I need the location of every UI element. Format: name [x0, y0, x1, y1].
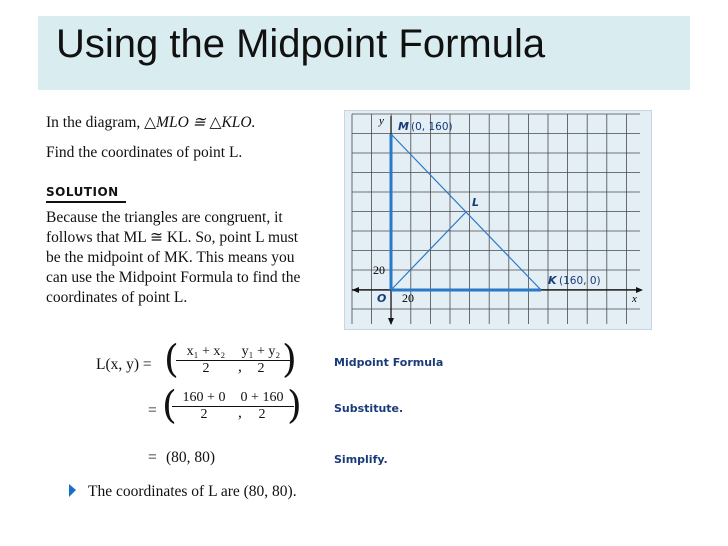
step-2-lhs: = — [148, 402, 157, 419]
solution-heading: SOLUTION — [46, 185, 119, 199]
solution-line: can use the Midpoint Formula to find the — [46, 269, 301, 286]
numerator: 0 + 160 — [230, 390, 294, 407]
numerator: 160 + 0 — [172, 390, 236, 407]
open-paren-icon: ( — [162, 383, 177, 427]
close-paren-icon: ) — [282, 337, 297, 381]
denominator: 2 — [257, 361, 265, 376]
close-paren-icon: ) — [287, 383, 302, 427]
step-2-note: Substitute. — [334, 402, 404, 415]
numerator: y₁ + y₂ — [232, 344, 290, 361]
y-axis-arrow-down-icon — [388, 318, 394, 325]
denominator: 2 — [202, 361, 210, 376]
origin-label: O — [377, 292, 387, 305]
step-1-note: Midpoint Formula — [334, 356, 444, 369]
solution-line: Because the triangles are congruent, it — [46, 209, 283, 226]
comma: , — [238, 358, 242, 375]
step-1-lhs: L(x, y) = — [96, 356, 152, 373]
congruence-statement: △MLO ≅ △KLO. — [144, 114, 256, 131]
denominator: 2 — [258, 407, 266, 422]
solution-line: be the midpoint of MK. This means you — [46, 249, 295, 266]
solution-line: coordinates of point L. — [46, 289, 188, 306]
problem-line-2: Find the coordinates of point L. — [46, 144, 243, 161]
y-axis-label: y — [379, 115, 384, 127]
segment-ol — [391, 212, 466, 290]
step-3-lhs: = — [148, 449, 157, 466]
denominator: 2 — [200, 407, 208, 422]
step-3-result: (80, 80) — [166, 449, 216, 466]
problem-prefix: In the diagram, — [46, 114, 145, 131]
point-m-label: M — [398, 120, 409, 133]
point-k-label: K — [548, 274, 557, 287]
x-axis-arrow-left-icon — [352, 287, 359, 293]
slide-title: Using the Midpoint Formula — [56, 22, 546, 66]
y-tick-label: 20 — [373, 263, 385, 277]
point-k-coords: (160, 0) — [559, 275, 601, 287]
point-l-label: L — [472, 196, 480, 209]
numerator: x₁ + x₂ — [176, 344, 236, 361]
x-axis-label: x — [632, 293, 637, 305]
solution-line: follows that ML ≅ KL. So, point L must — [46, 229, 299, 246]
step-3-note: Simplify. — [334, 453, 388, 466]
conclusion-text: The coordinates of L are (80, 80). — [88, 483, 297, 500]
point-m-coords: (0, 160) — [411, 121, 453, 133]
grid-lines — [352, 114, 640, 324]
x-axis-arrow-right-icon — [636, 287, 643, 293]
x-tick-label: 20 — [402, 291, 414, 305]
open-paren-icon: ( — [164, 337, 179, 381]
comma: , — [238, 404, 242, 421]
